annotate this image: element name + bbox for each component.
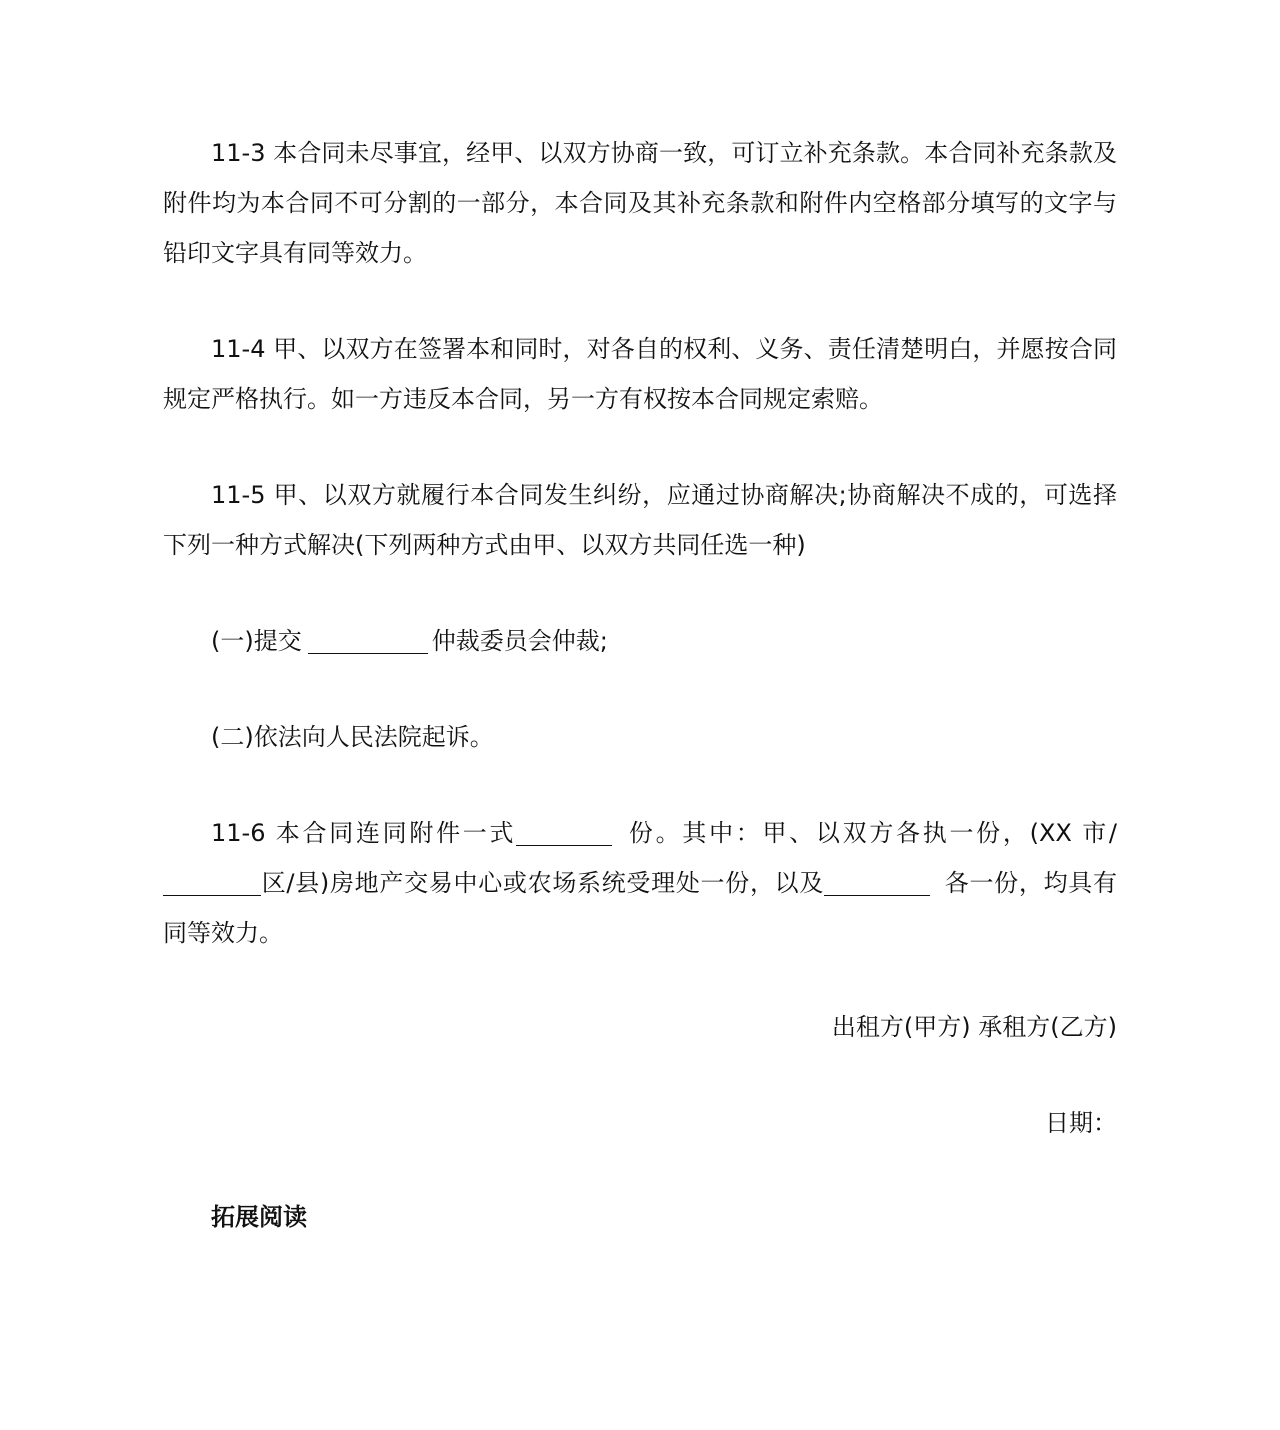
option-arbitration — [163, 616, 1117, 666]
clause-11-6 — [163, 808, 1117, 958]
clause-11-5: 11-5 甲、以双方就履行本合同发生纠纷，应通过协商解决;协商解决不成的，可选择下列一种方式解决(下列两种方式由甲、以双方共同任选一种) — [163, 481, 1117, 559]
clause-11-6-part2: 份。其中：甲、以双方各执一份，(XX 市/ — [626, 819, 1117, 847]
option-arbitration-prefix: (一)提交 — [211, 627, 302, 655]
option-arbitration-suffix: 仲裁委员会仲裁; — [431, 627, 608, 655]
other-party-blank — [824, 865, 930, 896]
clause-11-6-part3: 区/县)房地产交易中心或农场系统受理处一份，以及 — [261, 869, 825, 897]
district-blank — [163, 865, 261, 896]
arbitration-committee-blank — [308, 623, 428, 654]
option-court: (二)依法向人民法院起诉。 — [211, 723, 494, 751]
signature-parties: 出租方(甲方) 承租方(乙方) — [831, 1013, 1117, 1041]
clause-11-6-part1: 11-6 本合同连同附件一式 — [211, 819, 517, 847]
signature-date-label: 日期： — [1045, 1109, 1117, 1137]
extended-reading-heading: 拓展阅读 — [211, 1203, 307, 1231]
clause-11-4: 11-4 甲、以双方在签署本和同时，对各自的权利、义务、责任清楚明白，并愿按合同规定严格执行。如一方违反本合同，另一方有权按本合同规定索赔。 — [163, 335, 1117, 413]
clause-11-6-part4: 各一份，均具有同等效力。 — [163, 869, 1117, 947]
copies-count-blank — [516, 815, 612, 846]
clause-11-3: 11-3 本合同未尽事宜，经甲、以双方协商一致，可订立补充条款。本合同补充条款及附件均为本合同不可分割的一部分，本合同及其补充条款和附件内空格部分填写的文字与铅印文字具有同等效力。 — [163, 139, 1117, 267]
